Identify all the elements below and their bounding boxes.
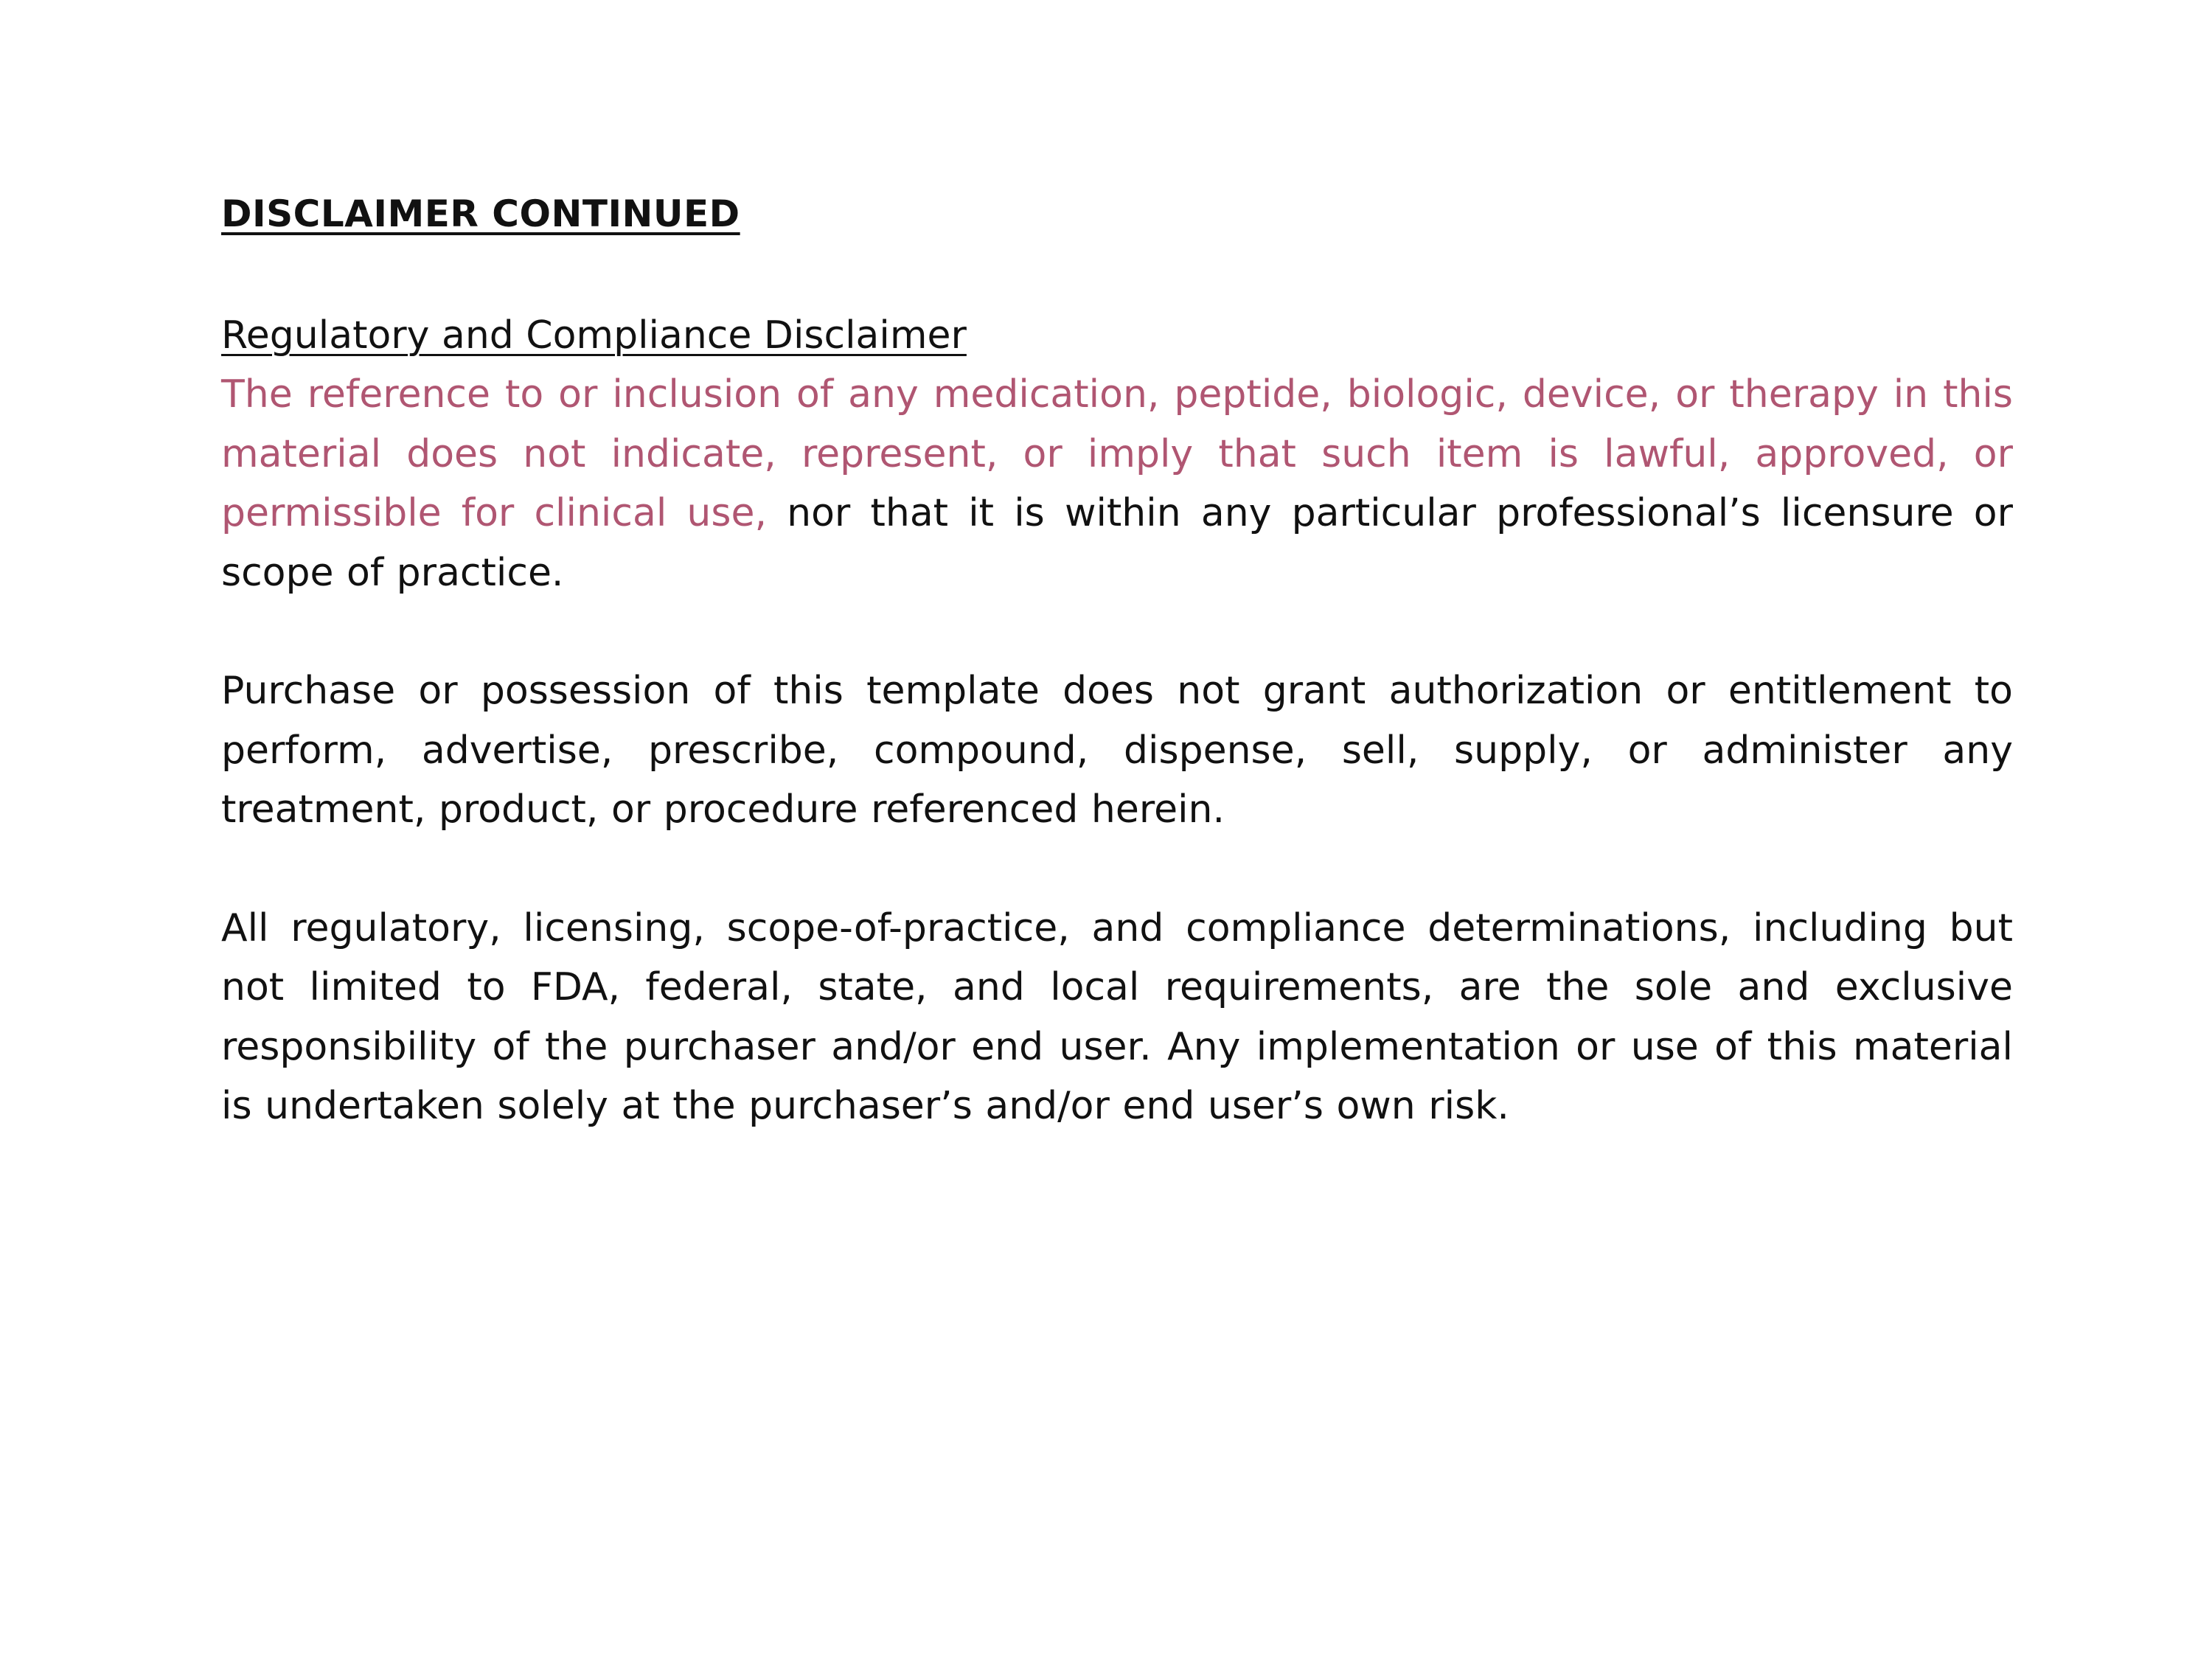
document-page <box>221 188 2013 1136</box>
paragraph-regulatory-reference <box>221 365 2013 602</box>
document-heading: DISCLAIMER CONTINUED <box>221 192 740 235</box>
section-title: Regulatory and Compliance Disclaimer <box>221 313 967 358</box>
paragraph-purchase: Purchase or possession of this template does not grant authorization or entitlement to perform, advertise, prescribe, compound, dispense, sell, supply, or administer any treatment, product, or procedure referenced herein. <box>221 669 2013 832</box>
paragraph-responsibility: All regulatory, licensing, scope-of-practice, and compliance determinations, including but not limited to FDA, federal, state, and local requirements, are the sole and exclusive responsibility of the purchaser and/or end user. Any implementation or use of this material is undertaken solely at the purchaser’s and/or end user’s own risk. <box>221 905 2013 1128</box>
paragraph-text: nor that it is within any particular professional’s licensure or scope of practice. <box>221 491 2013 595</box>
highlighted-text: The reference to or inclusion of any medication, peptide, biologic, device, or therapy in this material does not indicate, represent, or imply that such item is lawful, approved, or permissible for clinical use, <box>221 372 2013 535</box>
